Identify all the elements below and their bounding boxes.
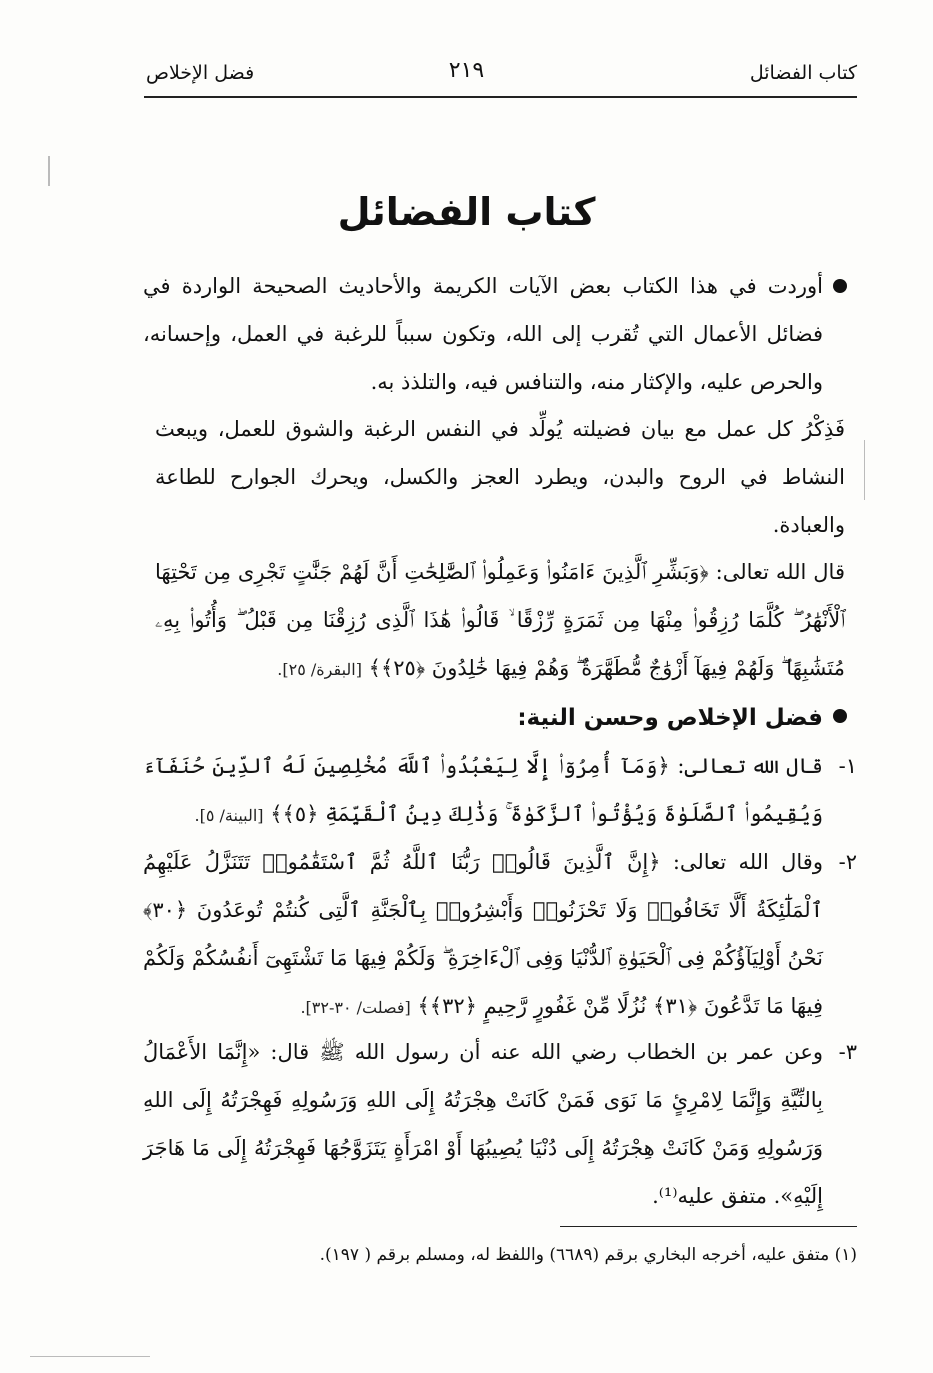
intro-paragraph-2: فَذِكْرُ كل عمل مع بيان فضيلته يُولِّد في النفس الرغبة والشوق للعمل، ويبعث النشاط في الروح والبدن، ويطرد العجز والكسل، ويحرك الجوارح للطاعة والعبادة.	[155, 417, 845, 537]
intro-verse-paragraph	[155, 548, 845, 694]
footnote: (١) متفق عليه، أخرجه البخاري برقم (٦٦٨٩) واللفظ له، ومسلم برقم ( ١٩٧).	[319, 1245, 857, 1265]
section-heading: فضل الإخلاص وحسن النية:	[517, 705, 823, 731]
header-page-number: ٢١٩	[448, 58, 485, 83]
item-number: ١-	[838, 754, 857, 778]
verse-reference: [البقرة/ ٢٥].	[277, 660, 362, 679]
item-text: وقال الله تعالى: ﴿إِنَّ ٱلَّذِينَ قَالُوا۟ رَبُّنَا ٱللَّهُ ثُمَّ ٱسْتَقَٰمُوا۟ تَتَنَزَّلُ عَلَيْهِمُ ٱلْمَلَٰٓئِكَةُ أَلَّا تَخَافُوا۟ وَلَا تَحْزَنُوا۟ وَأَبْشِرُوا۟ بِٱلْجَنَّةِ ٱلَّتِى كُنتُمْ تُوعَدُونَ ﴿٣٠﴾ نَحْنُ أَوْلِيَآؤُكُمْ فِى ٱلْحَيَوٰةِ ٱلدُّنْيَا وَفِى ٱلْءَاخِرَةِ ۖ وَلَكُمْ فِيهَا مَا تَشْتَهِىٓ أَنفُسُكُمْ وَلَكُمْ فِيهَا مَا تَدَّعُونَ ﴿٣١﴾ نُزُلًا مِّنْ غَفُورٍ رَّحِيمٍ ﴿٣٢﴾﴾	[143, 850, 823, 1018]
item-reference: [البينة/ ٥].	[194, 806, 264, 825]
chapter-title: كتاب الفضائل	[337, 190, 596, 234]
item-text: قال الله تعالى: ﴿وَمَآ أُمِرُوٓا۟ إِلَّا لِيَعْبُدُوا۟ ٱللَّهَ مُخْلِصِينَ لَهُ ٱلدِّينَ حُنَفَآءَ وَيُقِيمُوا۟ ٱلصَّلَوٰةَ وَيُؤْتُوا۟ ٱلزَّكَوٰةَ ۚ وَذَٰلِكَ دِينُ ٱلْقَيِّمَةِ ﴿٥﴾﴾	[143, 754, 823, 826]
item-text: وعن عمر بن الخطاب رضي الله عنه أن رسول الله ﷺ قال: «إِنَّمَا الأَعْمَالُ بِالنِّيَّةِ وَإِنَّمَا لِامْرِئٍ مَا نَوَى فَمَنْ كَانَتْ هِجْرَتُهُ إِلَى اللهِ وَرَسُولِهِ فَهِجْرَتُهُ إِلَى اللهِ وَرَسُولِهِ وَمَنْ كَانَتْ هِجْرَتُهُ إِلَى دُنْيَا يُصِيبُهَا أَوْ امْرَأَةٍ يَتَزَوَّجُهَا فَهِجْرَتُهُ إِلَى مَا هَاجَرَ إِلَيْهِ». متفق عليه⁽¹⁾.	[143, 1040, 823, 1208]
header-section-title: فضل الإخلاص	[146, 62, 255, 84]
item-number: ٢-	[838, 850, 857, 874]
verse-text: قال الله تعالى: ﴿وَبَشِّرِ ٱلَّذِينَ ءَامَنُوا۟ وَعَمِلُوا۟ ٱلصَّٰلِحَٰتِ أَنَّ لَهُمْ جَنَّٰتٍ تَجْرِى مِن تَحْتِهَا ٱلْأَنْهَٰرُ ۖ كُلَّمَا رُزِقُوا۟ مِنْهَا مِن ثَمَرَةٍ رِّزْقًا ۙ قَالُوا۟ هَٰذَا ٱلَّذِى رُزِقْنَا مِن قَبْلُ ۖ وَأُتُوا۟ بِهِۦ مُتَشَٰبِهًا ۖ وَلَهُمْ فِيهَآ أَزْوَٰجٌ مُّطَهَّرَةٌ ۖ وَهُمْ فِيهَا خَٰلِدُونَ ﴿٢٥﴾﴾	[155, 560, 845, 680]
bullet-icon	[833, 279, 847, 293]
item-number: ٣-	[838, 1040, 857, 1064]
scan-mark	[30, 1356, 150, 1357]
bullet-icon	[833, 709, 847, 723]
scan-mark	[864, 440, 865, 500]
item-1	[143, 742, 823, 840]
item-3	[143, 1028, 823, 1220]
header-rule	[144, 96, 857, 98]
intro-paragraph-1: أوردت في هذا الكتاب بعض الآيات الكريمة والأحاديث الصحيحة الواردة في فضائل الأعمال التي تُقرب إلى الله، وتكون سبباً للرغبة في العمل، وإحسانه، والحرص عليه، والإكثار منه، والتنافس فيه، والتلذذ به.	[143, 274, 823, 394]
item-reference: [فصلت/ ٣٠-٣٢].	[300, 998, 411, 1017]
header-book-title: كتاب الفضائل	[749, 62, 857, 84]
footnote-rule	[560, 1226, 857, 1227]
item-2	[143, 838, 823, 1032]
scan-mark	[48, 156, 50, 186]
